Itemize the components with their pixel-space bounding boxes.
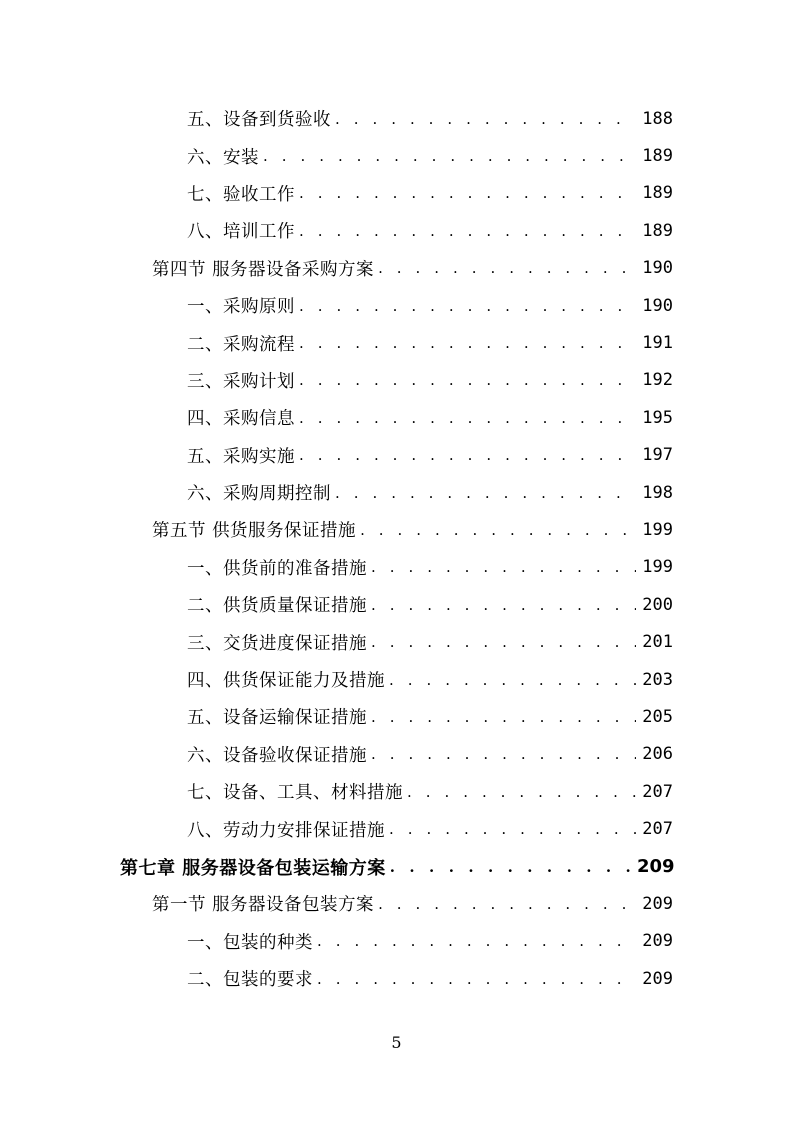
toc-entry-page-number: 201	[642, 632, 673, 653]
toc-entry-title: 六、采购周期控制	[187, 484, 331, 505]
dot-leader	[299, 369, 636, 391]
toc-entry-title: 三、交货进度保证措施	[187, 633, 367, 654]
toc-entry-title: 七、验收工作	[187, 184, 295, 205]
toc-entry-title: 第四节 服务器设备采购方案	[152, 259, 375, 280]
toc-entry-page-number: 197	[642, 445, 673, 466]
toc-entry-title: 第七章 服务器设备包装运输方案	[120, 857, 386, 879]
toc-entry[interactable]	[0, 287, 673, 324]
toc-entry[interactable]	[0, 362, 673, 399]
toc-entry[interactable]	[0, 810, 673, 847]
dot-leader	[317, 968, 636, 990]
toc-entry-title: 八、培训工作	[187, 222, 295, 243]
toc-entry-title: 七、设备、工具、材料措施	[187, 783, 403, 804]
toc-entry[interactable]	[0, 250, 673, 287]
toc-entry[interactable]	[0, 773, 673, 810]
dot-leader	[371, 706, 636, 728]
dot-leader	[407, 781, 636, 803]
dot-leader	[378, 893, 636, 915]
toc-entry-page-number: 188	[642, 108, 673, 129]
dot-leader	[360, 519, 636, 541]
toc-entry[interactable]	[0, 848, 673, 885]
toc-entry-page-number: 207	[642, 781, 673, 802]
toc-entry-title: 二、供货质量保证措施	[187, 596, 367, 617]
toc-entry-title: 四、采购信息	[187, 409, 295, 430]
dot-leader	[371, 743, 636, 765]
toc-entry[interactable]	[0, 437, 673, 474]
dot-leader	[299, 295, 636, 317]
table-of-contents	[0, 100, 793, 997]
toc-entry-title: 二、包装的要求	[187, 970, 313, 991]
dot-leader	[263, 145, 636, 167]
toc-entry-title: 一、供货前的准备措施	[187, 558, 367, 579]
toc-entry-page-number: 199	[642, 557, 673, 578]
dot-leader	[299, 407, 636, 429]
dot-leader	[378, 257, 636, 279]
toc-entry[interactable]	[0, 549, 673, 586]
toc-entry[interactable]	[0, 698, 673, 735]
toc-entry-page-number: 206	[642, 744, 673, 765]
toc-entry-page-number: 209	[642, 931, 673, 952]
toc-entry[interactable]	[0, 399, 673, 436]
toc-entry[interactable]	[0, 175, 673, 212]
toc-entry-page-number: 198	[642, 482, 673, 503]
toc-entry-title: 一、包装的种类	[187, 932, 313, 953]
toc-entry-page-number: 192	[642, 370, 673, 391]
toc-entry[interactable]	[0, 623, 673, 660]
toc-entry-page-number: 189	[642, 220, 673, 241]
toc-entry-title: 四、供货保证能力及措施	[187, 671, 385, 692]
toc-entry[interactable]	[0, 960, 673, 997]
toc-entry-title: 一、采购原则	[187, 297, 295, 318]
dot-leader	[335, 108, 636, 130]
toc-entry-title: 五、设备运输保证措施	[187, 708, 367, 729]
dot-leader	[389, 818, 636, 840]
toc-entry-title: 第一节 服务器设备包装方案	[152, 895, 375, 916]
toc-entry[interactable]	[0, 586, 673, 623]
dot-leader	[371, 594, 636, 616]
toc-entry[interactable]	[0, 324, 673, 361]
toc-entry[interactable]	[0, 661, 673, 698]
toc-entry[interactable]	[0, 736, 673, 773]
toc-entry[interactable]	[0, 137, 673, 174]
toc-entry-title: 二、采购流程	[187, 334, 295, 355]
toc-entry-page-number: 195	[642, 407, 673, 428]
toc-entry-page-number: 189	[642, 146, 673, 167]
dot-leader	[389, 669, 636, 691]
dot-leader	[317, 930, 636, 952]
dot-leader	[299, 220, 636, 242]
toc-entry-page-number: 209	[642, 968, 673, 989]
toc-entry-page-number: 205	[642, 706, 673, 727]
dot-leader	[390, 856, 631, 878]
toc-entry-page-number: 209	[642, 893, 673, 914]
toc-entry-title: 六、安装	[187, 147, 259, 168]
toc-entry[interactable]	[0, 474, 673, 511]
dot-leader	[299, 444, 636, 466]
toc-entry-title: 八、劳动力安排保证措施	[187, 820, 385, 841]
toc-entry-title: 第五节 供货服务保证措施	[152, 521, 357, 542]
toc-entry-title: 三、采购计划	[187, 371, 295, 392]
toc-entry[interactable]	[0, 885, 673, 922]
toc-entry-page-number: 190	[642, 295, 673, 316]
toc-entry-page-number: 203	[642, 669, 673, 690]
dot-leader	[371, 631, 636, 653]
toc-entry-page-number: 199	[642, 519, 673, 540]
toc-entry-page-number: 209	[637, 856, 675, 877]
page-number: 5	[391, 1033, 402, 1052]
dot-leader	[335, 482, 636, 504]
dot-leader	[371, 556, 636, 578]
toc-entry-page-number: 200	[642, 594, 673, 615]
toc-entry-title: 五、设备到货验收	[187, 110, 331, 131]
toc-entry[interactable]	[0, 923, 673, 960]
toc-entry-page-number: 191	[642, 333, 673, 354]
dot-leader	[299, 332, 636, 354]
toc-entry-title: 五、采购实施	[187, 446, 295, 467]
toc-entry-page-number: 207	[642, 819, 673, 840]
toc-entry-title: 六、设备验收保证措施	[187, 745, 367, 766]
toc-entry-page-number: 189	[642, 183, 673, 204]
toc-entry-page-number: 190	[642, 258, 673, 279]
toc-entry[interactable]	[0, 212, 673, 249]
toc-entry[interactable]	[0, 100, 673, 137]
toc-entry[interactable]	[0, 511, 673, 548]
dot-leader	[299, 182, 636, 204]
